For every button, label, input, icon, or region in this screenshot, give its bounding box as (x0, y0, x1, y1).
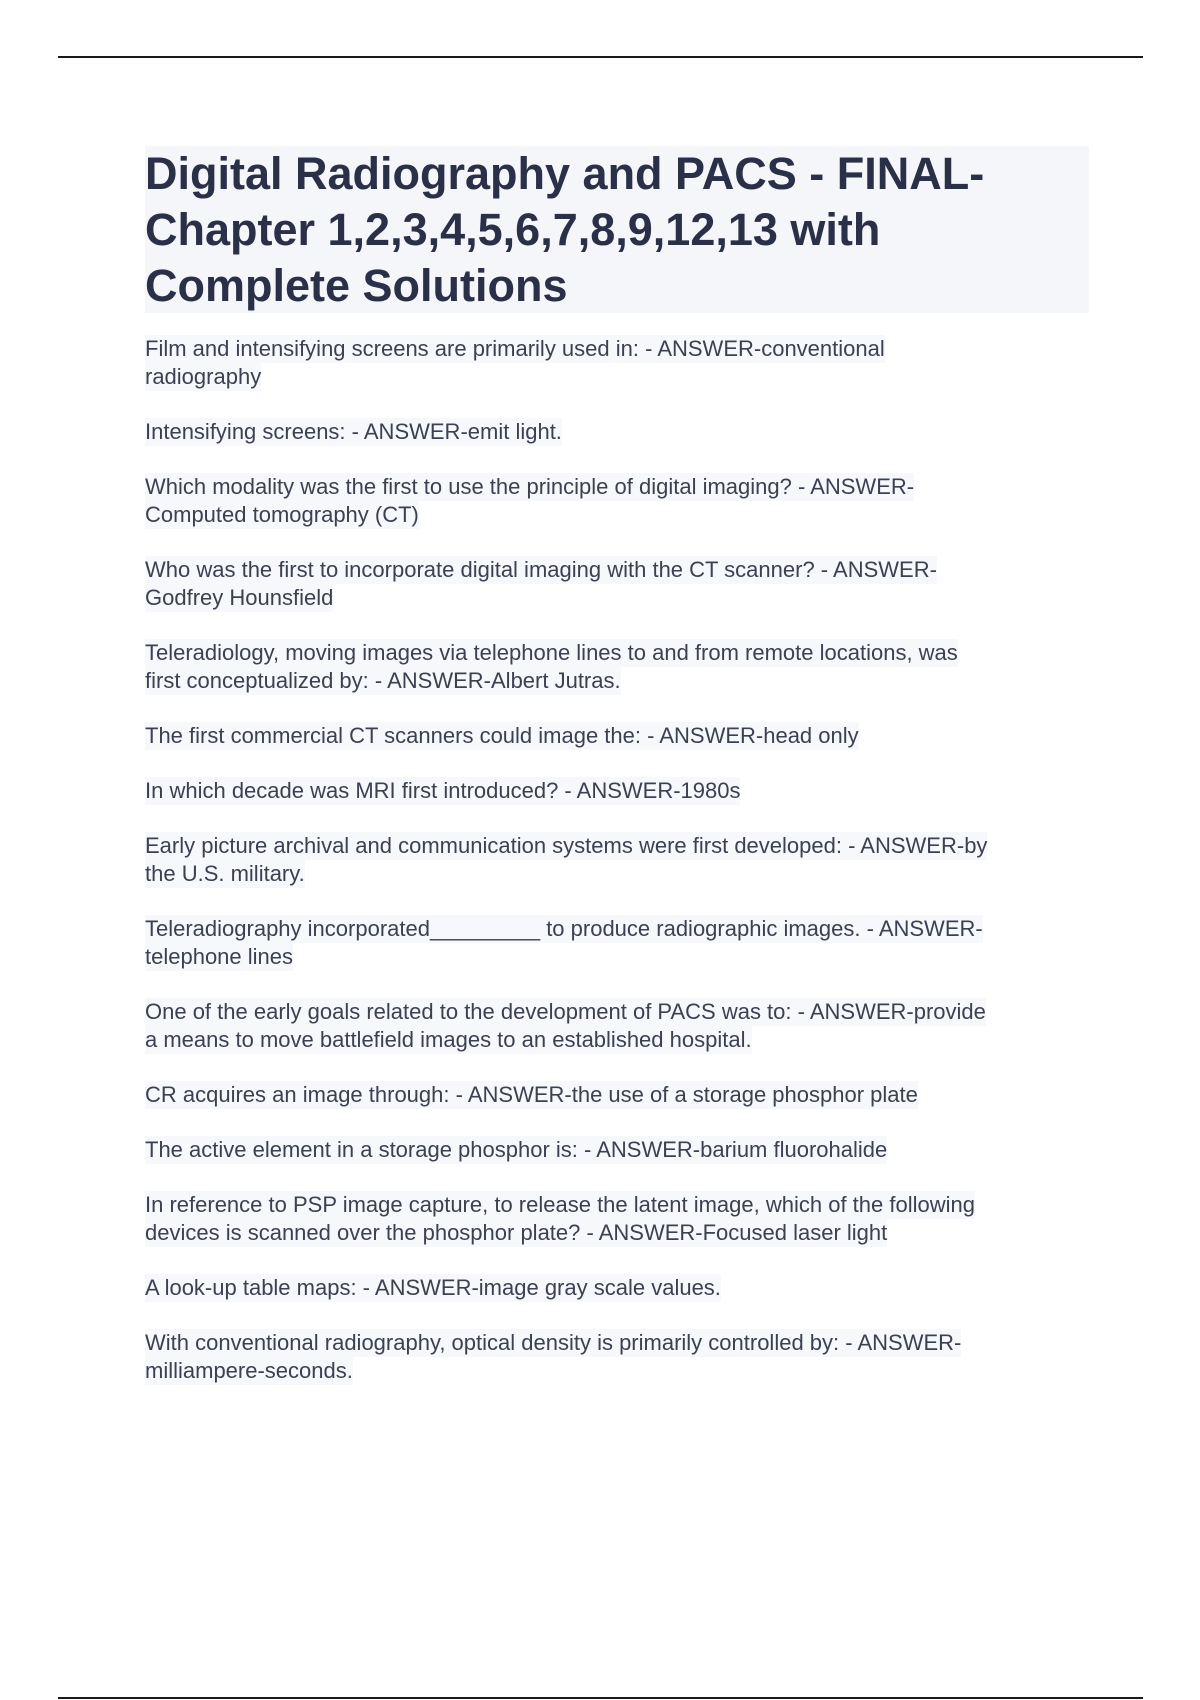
qa-item (145, 832, 1095, 888)
qa-line: Intensifying screens: - ANSWER-emit light. (145, 419, 562, 444)
qa-line: the U.S. military. (145, 861, 305, 886)
qa-item (145, 1329, 1095, 1385)
qa-item (145, 418, 1095, 446)
qa-item (145, 1274, 1095, 1302)
qa-line: telephone lines (145, 944, 294, 969)
title-line: Complete Solutions (145, 260, 568, 311)
qa-line: Who was the first to incorporate digital imaging with the CT scanner? - ANSWER- (145, 557, 937, 582)
qa-list (145, 335, 1095, 1412)
qa-item (145, 777, 1095, 805)
top-rule (58, 56, 1143, 58)
qa-line: The first commercial CT scanners could image the: - ANSWER-head only (145, 723, 859, 748)
qa-item (145, 722, 1095, 750)
qa-item (145, 998, 1095, 1054)
title-line: Digital Radiography and PACS - FINAL- (145, 148, 985, 199)
qa-item (145, 1136, 1095, 1164)
qa-line: milliampere-seconds. (145, 1358, 353, 1383)
title-line: Chapter 1,2,3,4,5,6,7,8,9,12,13 with (145, 204, 881, 255)
qa-line: Computed tomography (CT) (145, 502, 419, 527)
qa-line: Which modality was the first to use the principle of digital imaging? - ANSWER- (145, 474, 915, 499)
qa-line: Film and intensifying screens are primarily used in: - ANSWER-conventional (145, 336, 885, 361)
qa-line: Early picture archival and communication systems were first developed: - ANSWER-by (145, 833, 988, 858)
qa-item (145, 915, 1095, 971)
qa-item (145, 473, 1095, 529)
qa-line: Teleradiology, moving images via telephone lines to and from remote locations, was (145, 640, 958, 665)
qa-item (145, 639, 1095, 695)
qa-line: first conceptualized by: - ANSWER-Albert Jutras. (145, 668, 621, 693)
qa-item (145, 1191, 1095, 1247)
qa-line: Godfrey Hounsfield (145, 585, 334, 610)
qa-line: In which decade was MRI first introduced? - ANSWER-1980s (145, 778, 741, 803)
qa-line: radiography (145, 364, 262, 389)
qa-line: With conventional radiography, optical density is primarily controlled by: - ANSWER- (145, 1330, 962, 1355)
qa-line: The active element in a storage phosphor is: - ANSWER-barium fluorohalide (145, 1137, 888, 1162)
qa-line: CR acquires an image through: - ANSWER-the use of a storage phosphor plate (145, 1082, 918, 1107)
bottom-rule (58, 1697, 1143, 1699)
qa-line: devices is scanned over the phosphor plate? - ANSWER-Focused laser light (145, 1220, 888, 1245)
qa-line: One of the early goals related to the development of PACS was to: - ANSWER-provide (145, 999, 986, 1024)
qa-item (145, 556, 1095, 612)
document-title (145, 146, 1089, 314)
qa-line: In reference to PSP image capture, to release the latent image, which of the following (145, 1192, 975, 1217)
qa-line: a means to move battlefield images to an established hospital. (145, 1027, 752, 1052)
title-block (145, 146, 1089, 313)
qa-line: A look-up table maps: - ANSWER-image gray scale values. (145, 1275, 721, 1300)
qa-item (145, 1081, 1095, 1109)
qa-item (145, 335, 1095, 391)
qa-line: Teleradiography incorporated_________ to produce radiographic images. - ANSWER- (145, 916, 983, 941)
